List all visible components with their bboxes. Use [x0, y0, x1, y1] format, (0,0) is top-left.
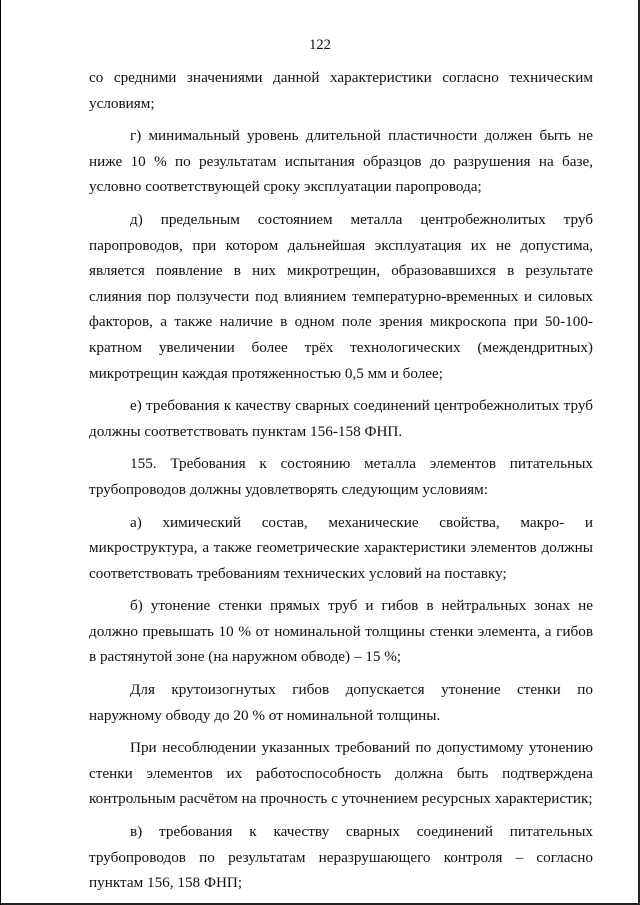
- paragraph-item-g: г) минимальный уровень длительной пластичности должен быть не ниже 10 % по результатам испытания образцов до разрушения на базе, условно соответствующей сроку эксплуатации паропровода;: [89, 127, 593, 196]
- paragraph-noncompliance: При несоблюдении указанных требований по допустимому утонению стенки элементов их работоспособность должна быть подтверждена контрольным расчётом на прочность с уточнением ресурсных характеристик;: [89, 739, 593, 808]
- paragraph-continuation: со средними значениями данной характеристики согласно техническим условиям;: [89, 69, 593, 112]
- paragraph-item-d: д) предельным состоянием металла центробежнолитых труб паропроводов, при котором дальнейшая эксплуатация их не допустима, является появление в них микротрещин, образовавшихся в результате слияния пор ползучести под влиянием температурно-временных и силовых факторов, а также наличие в одном поле зрения микроскопа при 50-100-кратном увеличении более трёх технологических (междендритных) микротрещин каждая протяженностью 0,5 мм и более;: [89, 210, 593, 382]
- paragraph-item-e: е) требования к качеству сварных соединений центробежнолитых труб должны соответствовать пунктам 156-158 ФНП.: [89, 397, 593, 440]
- paragraph-clause-155: 155. Требования к состоянию металла элементов питательных трубопроводов должны удовлетворять следующим условиям:: [89, 455, 593, 498]
- paragraph-item-a: а) химический состав, механические свойства, макро- и микроструктура, а также геометрические характеристики элементов должны соответствовать требованиям технических условий на поставку;: [89, 513, 593, 582]
- paragraph-item-b: б) утонение стенки прямых труб и гибов в нейтральных зонах не должно превышать 10 % от номинальной толщины стенки элемента, а гибов в растянутой зоне (на наружном обводе) – 15 %;: [89, 597, 593, 666]
- document-body: [89, 65, 593, 896]
- page-number: 122: [309, 37, 331, 53]
- paragraph-steep-bends: Для крутоизогнутых гибов допускается утонение стенки по наружному обводу до 20 % от номинальной толщины.: [89, 681, 593, 724]
- paragraph-item-v: в) требования к качеству сварных соединений питательных трубопроводов по результатам неразрушающего контроля – согласно пунктам 156, 158 ФНП;: [89, 823, 593, 892]
